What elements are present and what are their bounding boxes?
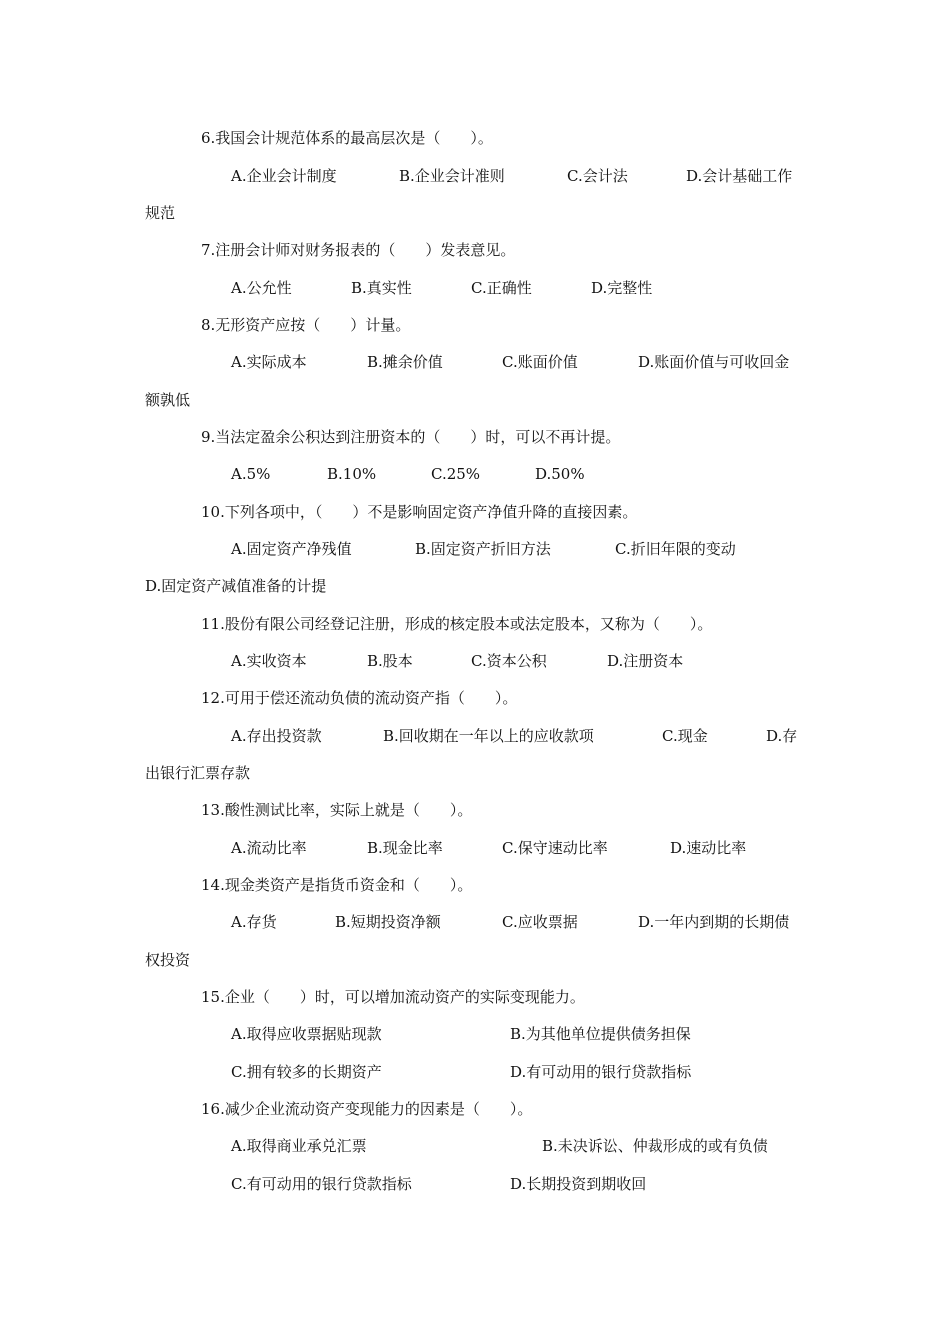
question-11-option-a: A.实收资本 <box>231 652 307 670</box>
question-16-option-b: B.未决诉讼、仲裁形成的或有负债 <box>542 1137 768 1155</box>
question-6-stem: 6.我国会计规范体系的最高层次是（ ）。 <box>201 129 493 147</box>
question-16-stem: 16.减少企业流动资产变现能力的因素是（ ）。 <box>201 1100 533 1118</box>
question-10-option-b: B.固定资产折旧方法 <box>415 540 551 558</box>
question-13-option-a: A.流动比率 <box>231 839 307 857</box>
question-7-option-b: B.真实性 <box>351 279 412 297</box>
question-8-option-b: B.摊余价值 <box>367 353 443 371</box>
question-7-option-a: A.公允性 <box>231 279 292 297</box>
question-12-option-b: B.回收期在一年以上的应收款项 <box>383 727 594 745</box>
question-7-option-d: D.完整性 <box>591 279 653 297</box>
question-14-continuation: 权投资 <box>145 951 191 969</box>
question-9-option-a: A.5% <box>231 465 271 483</box>
question-13-option-d: D.速动比率 <box>670 839 747 857</box>
question-11-option-d: D.注册资本 <box>607 652 684 670</box>
question-10-option-d: D.固定资产减值准备的计提 <box>145 577 327 595</box>
question-8-continuation: 额孰低 <box>145 391 191 409</box>
question-16-option-c: C.有可动用的银行贷款指标 <box>231 1175 412 1193</box>
question-14-option-b: B.短期投资净额 <box>335 913 441 931</box>
question-16-option-d: D.长期投资到期收回 <box>510 1175 647 1193</box>
question-6-option-a: A.企业会计制度 <box>231 167 337 185</box>
question-10-stem: 10.下列各项中，（ ）不是影响固定资产净值升降的直接因素。 <box>201 503 638 521</box>
question-12-option-a: A.存出投资款 <box>231 727 322 745</box>
question-9-stem: 9.当法定盈余公积达到注册资本的（ ）时，可以不再计提。 <box>201 428 621 446</box>
question-11-option-c: C.资本公积 <box>471 652 547 670</box>
question-11-stem: 11.股份有限公司经登记注册，形成的核定股本或法定股本，又称为（ ）。 <box>201 615 713 633</box>
question-12-continuation: 出银行汇票存款 <box>145 764 251 782</box>
question-15-option-b: B.为其他单位提供债务担保 <box>510 1025 691 1043</box>
question-14-option-a: A.存货 <box>231 913 277 931</box>
question-13-stem: 13.酸性测试比率，实际上就是（ ）。 <box>201 801 473 819</box>
question-14-stem: 14.现金类资产是指货币资金和（ ）。 <box>201 876 473 894</box>
question-6-option-c: C.会计法 <box>567 167 628 185</box>
question-13-option-c: C.保守速动比率 <box>502 839 608 857</box>
question-6-continuation: 规范 <box>145 204 176 222</box>
question-7-stem: 7.注册会计师对财务报表的（ ）发表意见。 <box>201 241 516 259</box>
question-9-option-b: B.10% <box>327 465 377 483</box>
question-9-option-c: C.25% <box>431 465 481 483</box>
question-14-option-c: C.应收票据 <box>502 913 578 931</box>
question-15-stem: 15.企业（ ）时，可以增加流动资产的实际变现能力。 <box>201 988 585 1006</box>
question-6-option-b: B.企业会计准则 <box>399 167 505 185</box>
question-11-option-b: B.股本 <box>367 652 413 670</box>
question-12-option-d: D.存 <box>766 727 798 745</box>
question-9-option-d: D.50% <box>535 465 585 483</box>
question-10-option-a: A.固定资产净残值 <box>231 540 352 558</box>
question-12-option-c: C.现金 <box>662 727 708 745</box>
question-16-option-a: A.取得商业承兑汇票 <box>231 1137 367 1155</box>
question-8-stem: 8.无形资产应按（ ）计量。 <box>201 316 411 334</box>
question-14-option-d: D.一年内到期的长期债 <box>638 913 790 931</box>
question-15-option-a: A.取得应收票据贴现款 <box>231 1025 382 1043</box>
question-12-stem: 12.可用于偿还流动负债的流动资产指（ ）。 <box>201 689 518 707</box>
question-8-option-c: C.账面价值 <box>502 353 578 371</box>
question-8-option-a: A.实际成本 <box>231 353 307 371</box>
question-8-option-d: D.账面价值与可收回金 <box>638 353 790 371</box>
question-15-option-c: C.拥有较多的长期资产 <box>231 1063 382 1081</box>
question-13-option-b: B.现金比率 <box>367 839 443 857</box>
question-7-option-c: C.正确性 <box>471 279 532 297</box>
question-15-option-d: D.有可动用的银行贷款指标 <box>510 1063 692 1081</box>
question-10-option-c: C.折旧年限的变动 <box>615 540 736 558</box>
question-6-option-d: D.会计基础工作 <box>686 167 793 185</box>
